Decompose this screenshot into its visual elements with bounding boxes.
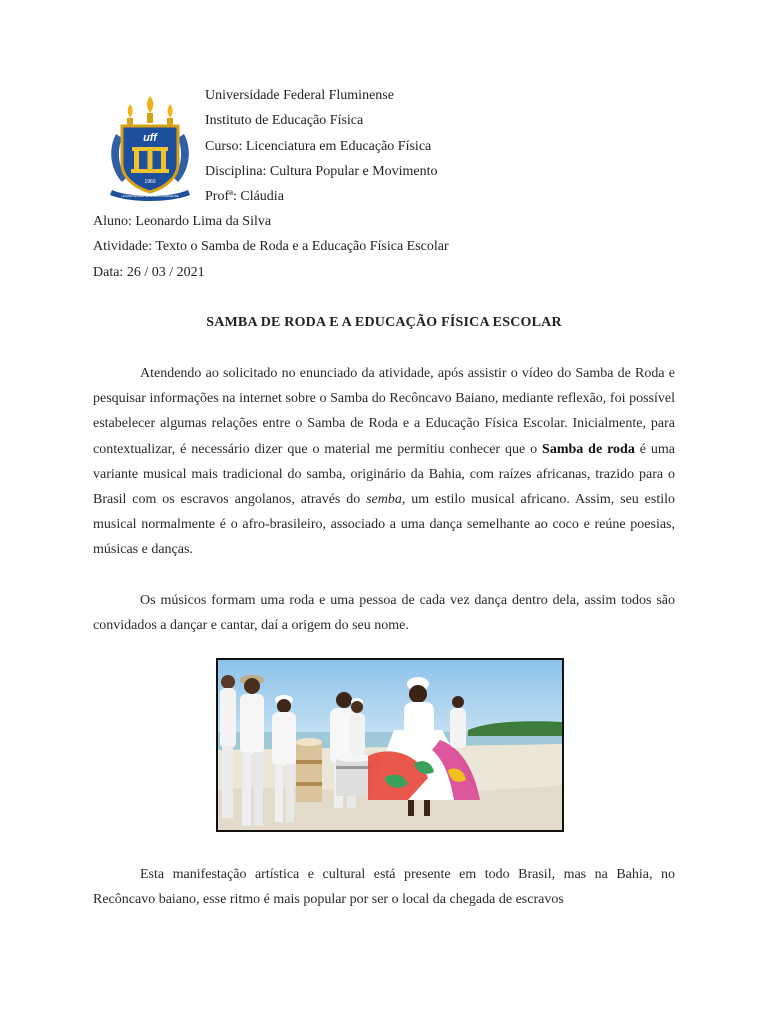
student-name: Aluno: Leonardo Lima da Silva <box>93 214 272 229</box>
activity-name: Atividade: Texto o Samba de Roda e a Educação Física Escolar <box>93 239 449 254</box>
drum-icon <box>296 738 322 802</box>
torch-icon <box>167 104 173 126</box>
document-date: Data: 26 / 03 / 2021 <box>93 265 205 280</box>
paragraph-1-italic-term: semba <box>366 492 402 508</box>
document-title: SAMBA DE RODA E A EDUCAÇÃO FÍSICA ESCOLAR <box>206 315 562 330</box>
institute-name: Instituto de Educação Física <box>205 113 364 128</box>
torch-icon <box>127 104 133 126</box>
samba-de-roda-photo <box>216 658 564 832</box>
paragraph-1-end: , um estilo musical africano. Assim, seu estilo musical normalmente é o afro-brasileiro, associado a uma dança semelhante ao coco e reúne poesias, músicas e danças. <box>93 492 675 558</box>
professor-name: Profª: Cláudia <box>205 189 284 204</box>
university-logo <box>106 94 194 204</box>
drum-icon <box>336 754 372 796</box>
logo-text: uff <box>143 132 157 144</box>
university-name: Universidade Federal Fluminense <box>205 88 394 103</box>
paragraph-1 <box>93 361 675 563</box>
paragraph-1-bold-term: Samba de roda <box>542 441 635 457</box>
course-name: Curso: Licenciatura em Educação Física <box>205 139 432 154</box>
logo-motto: UNIVERSIDADE FEDERAL FLUMINENSE <box>121 194 179 198</box>
logo-year: 1960 <box>144 179 156 185</box>
discipline-name: Disciplina: Cultura Popular e Movimento <box>205 164 438 179</box>
paragraph-1-intro: Atendendo ao solicitado no enunciado da atividade, após assistir o vídeo do Samba de Roda e pesquisar informações na internet sobre o Samba do Recôncavo Baiano, mediante reflexão, foi possível estabelecer algumas relações entre o Samba de Roda e a Educação Física Escolar. Inicialmente, para contextualizar, é necessário dizer que o material me permitiu conhecer que o <box>93 366 675 457</box>
torch-icon <box>147 96 153 123</box>
paragraph-1-middle: é uma variante musical mais tradicional do samba, originário da Bahia, com raízes africanas, trazido para o Brasil com os escravos angolanos, através do <box>93 441 675 508</box>
paragraph-3: Esta manifestação artística e cultural está presente em todo Brasil, mas na Bahia, no Recôncavo baiano, esse ritmo é mais popular por ser o local da chegada de escravos <box>93 867 675 908</box>
paragraph-2: Os músicos formam uma roda e uma pessoa de cada vez dança dentro dela, assim todos são convidados a dançar e cantar, daí a origem do seu nome. <box>93 593 675 634</box>
